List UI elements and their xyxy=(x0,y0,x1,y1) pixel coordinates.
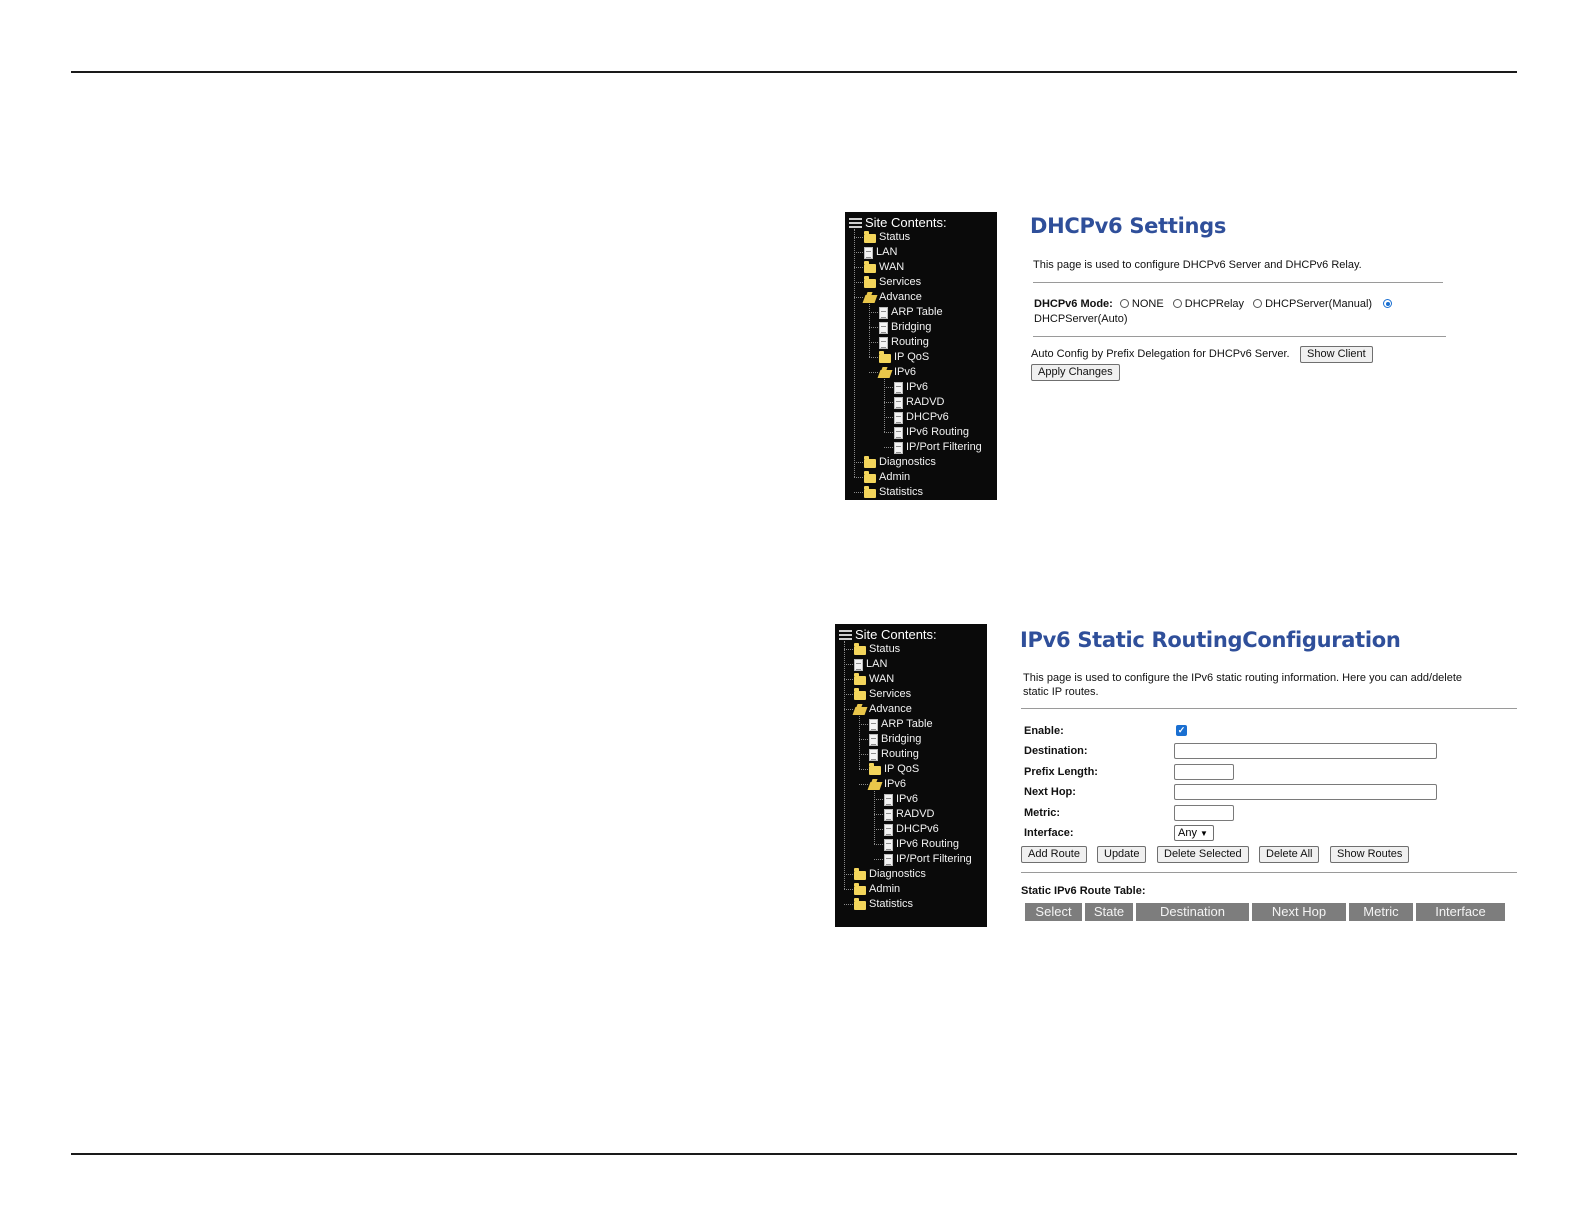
page-icon xyxy=(894,397,903,409)
prefix-length-input[interactable] xyxy=(1174,764,1234,780)
tree-branch-line xyxy=(884,447,893,448)
sidebar-item-label: Diagnostics xyxy=(879,456,936,468)
sidebar-item-routing[interactable] xyxy=(869,747,919,762)
folder-icon xyxy=(864,264,876,273)
tree-branch-line xyxy=(874,814,883,815)
sidebar-item-ipv6-routing[interactable] xyxy=(884,837,959,852)
sidebar-item-label: IP/Port Filtering xyxy=(896,853,972,865)
column-header-state: State xyxy=(1085,903,1133,921)
tree-branch-line xyxy=(854,237,863,238)
sidebar-item-dhcpv6[interactable] xyxy=(894,410,949,425)
delete-all-button[interactable]: Delete All xyxy=(1259,846,1319,863)
sidebar-root: Site Contents: xyxy=(849,215,947,230)
divider xyxy=(1033,336,1446,337)
sidebar-item-label: Advance xyxy=(879,291,922,303)
sidebar-item-lan[interactable] xyxy=(854,657,887,672)
sidebar-item-label: IPv6 Routing xyxy=(896,838,959,850)
sidebar-item-label: Services xyxy=(879,276,922,288)
auto-config-text: Auto Config by Prefix Delegation for DHCPv6 Server. xyxy=(1031,348,1290,360)
sidebar-item-radvd[interactable] xyxy=(894,395,945,410)
sidebar-item-label: Admin xyxy=(869,883,901,895)
sidebar-item-bridging[interactable] xyxy=(869,732,921,747)
folder-icon xyxy=(869,766,881,775)
folder-open-icon xyxy=(863,295,878,303)
sidebar-item-ip-port-filtering[interactable] xyxy=(884,852,972,867)
page-icon xyxy=(869,719,878,731)
sidebar-item-advance[interactable] xyxy=(854,702,912,717)
sidebar-item-ipv6[interactable] xyxy=(884,792,918,807)
tree-branch-line xyxy=(844,874,853,875)
radio-none[interactable] xyxy=(1120,299,1129,308)
enable-checkbox[interactable]: ✓ xyxy=(1177,725,1186,735)
tree-branch-line xyxy=(869,312,878,313)
column-header-next-hop: Next Hop xyxy=(1252,903,1346,921)
column-header-metric: Metric xyxy=(1349,903,1413,921)
sidebar-item-ip-qos[interactable] xyxy=(879,350,929,365)
folder-icon xyxy=(864,234,876,243)
sidebar-item-label: IPv6 xyxy=(906,381,929,393)
page-icon xyxy=(869,734,878,746)
page-icon xyxy=(884,824,893,836)
divider xyxy=(1021,872,1517,873)
sidebar-item-label: IP/Port Filtering xyxy=(906,441,982,453)
page-icon xyxy=(884,839,893,851)
tree-branch-line xyxy=(844,694,853,695)
sidebar-item-label: IPv6 xyxy=(894,366,917,378)
folder-icon xyxy=(864,279,876,288)
sidebar-item-admin[interactable] xyxy=(864,470,910,485)
tree-branch-line xyxy=(884,432,893,433)
tree-root-icon xyxy=(839,630,852,640)
tree-branch-line xyxy=(854,282,863,283)
folder-icon xyxy=(854,871,866,880)
enable-label: Enable: xyxy=(1024,725,1064,737)
sidebar-item-services[interactable] xyxy=(864,275,921,290)
divider xyxy=(1021,708,1517,709)
sidebar-item-label: DHCPv6 xyxy=(906,411,949,423)
folder-icon xyxy=(854,886,866,895)
sidebar-tree-1 xyxy=(845,212,997,500)
mode-option-none[interactable]: NONE xyxy=(1120,298,1164,310)
page-title: IPv6 Static RoutingConfiguration xyxy=(1020,628,1401,652)
sidebar-item-admin[interactable] xyxy=(854,882,900,897)
page-icon xyxy=(894,382,903,394)
sidebar-item-arp-table[interactable] xyxy=(869,717,933,732)
tree-branch-line xyxy=(844,709,853,710)
apply-changes-button[interactable]: Apply Changes xyxy=(1031,364,1120,381)
destination-input[interactable] xyxy=(1174,743,1437,759)
sidebar-item-services[interactable] xyxy=(854,687,911,702)
next-hop-label: Next Hop: xyxy=(1024,786,1076,798)
tree-root-icon xyxy=(849,218,862,228)
page-icon xyxy=(894,412,903,424)
sidebar-item-arp-table[interactable] xyxy=(879,305,943,320)
sidebar-item-radvd[interactable] xyxy=(884,807,935,822)
page-description-line1: This page is used to configure the IPv6 static routing information. Here you can add/delete xyxy=(1023,672,1463,684)
bottom-rule xyxy=(71,1153,1517,1155)
sidebar-item-wan[interactable] xyxy=(864,260,904,275)
update-button[interactable]: Update xyxy=(1097,846,1146,863)
folder-icon xyxy=(854,691,866,700)
tree-branch-line xyxy=(844,649,853,650)
tree-branch-line xyxy=(854,477,863,478)
sidebar-item-label: Services xyxy=(869,688,912,700)
metric-label: Metric: xyxy=(1024,807,1061,819)
show-routes-button[interactable]: Show Routes xyxy=(1330,846,1409,863)
top-rule xyxy=(71,71,1517,73)
sidebar-item-label: Bridging xyxy=(881,733,922,745)
tree-branch-line xyxy=(854,252,863,253)
dhcpv6-settings-panel xyxy=(1030,212,1450,392)
sidebar-item-status[interactable] xyxy=(864,230,910,245)
folder-icon xyxy=(854,676,866,685)
column-header-interface: Interface xyxy=(1416,903,1505,921)
tree-branch-line xyxy=(854,297,863,298)
sidebar-item-label: IPv6 Routing xyxy=(906,426,969,438)
sidebar-item-label: ARP Table xyxy=(881,718,933,730)
sidebar-item-ip-qos[interactable] xyxy=(869,762,919,777)
page-description-line2: static IP routes. xyxy=(1023,686,1099,698)
tree-branch-line xyxy=(859,754,868,755)
metric-input[interactable] xyxy=(1174,805,1234,821)
destination-label: Destination: xyxy=(1024,745,1088,757)
sidebar-item-diagnostics[interactable] xyxy=(864,455,936,470)
sidebar-item-dhcpv6[interactable] xyxy=(884,822,939,837)
page-icon xyxy=(854,659,863,671)
sidebar-item-label: Status xyxy=(869,643,901,655)
sidebar-item-label: Bridging xyxy=(891,321,932,333)
tree-branch-line xyxy=(844,679,853,680)
folder-open-icon xyxy=(878,370,893,378)
dhcpv6-mode-row xyxy=(1034,298,1395,310)
interface-label: Interface: xyxy=(1024,827,1074,839)
sidebar-item-label: Admin xyxy=(879,471,911,483)
page-description: This page is used to configure DHCPv6 Server and DHCPv6 Relay. xyxy=(1033,259,1362,271)
sidebar-item-label: DHCPv6 xyxy=(896,823,939,835)
tree-branch-line xyxy=(854,462,863,463)
folder-icon xyxy=(864,459,876,468)
route-table-header xyxy=(1025,903,1505,921)
tree-branch-line xyxy=(874,844,883,845)
radio-dhcprelay[interactable] xyxy=(1173,299,1182,308)
sidebar-item-label: LAN xyxy=(876,246,898,258)
sidebar-item-status[interactable] xyxy=(854,642,900,657)
page-icon xyxy=(894,442,903,454)
tree-branch-line xyxy=(859,784,868,785)
folder-icon xyxy=(879,354,891,363)
sidebar-item-label: IPv6 xyxy=(884,778,907,790)
tree-branch-line xyxy=(844,664,853,665)
sidebar-item-label: WAN xyxy=(879,261,905,273)
tree-branch-line xyxy=(874,829,883,830)
sidebar-item-statistics[interactable] xyxy=(854,897,913,912)
folder-icon xyxy=(854,901,866,910)
sidebar-item-advance[interactable] xyxy=(864,290,922,305)
page-icon xyxy=(894,427,903,439)
tree-branch-line xyxy=(874,799,883,800)
page-icon xyxy=(884,794,893,806)
tree-branch-line xyxy=(884,417,893,418)
page-icon xyxy=(879,337,888,349)
show-client-button[interactable]: Show Client xyxy=(1300,346,1373,363)
sidebar-item-ipv6[interactable] xyxy=(894,380,928,395)
sidebar-item-routing[interactable] xyxy=(879,335,929,350)
dhcpv6-mode-label: DHCPv6 Mode: xyxy=(1034,298,1113,310)
sidebar-item-label: LAN xyxy=(866,658,888,670)
delete-selected-button[interactable]: Delete Selected xyxy=(1157,846,1249,863)
sidebar-tree-2 xyxy=(835,624,987,927)
tree-branch-line xyxy=(844,889,853,890)
tree-branch-line xyxy=(869,357,878,358)
tree-branch-line xyxy=(854,267,863,268)
column-header-destination: Destination xyxy=(1136,903,1249,921)
sidebar-item-ipv6-routing[interactable] xyxy=(894,425,969,440)
radio-dhcpserver-auto[interactable] xyxy=(1383,299,1392,308)
tree-branch-line xyxy=(869,372,878,373)
folder-open-icon xyxy=(868,782,883,790)
sidebar-item-label: Diagnostics xyxy=(869,868,926,880)
sidebar-item-label: RADVD xyxy=(896,808,935,820)
route-table-title: Static IPv6 Route Table: xyxy=(1021,885,1146,897)
ipv6-static-routing-panel xyxy=(1020,624,1520,924)
tree-branch-line xyxy=(884,402,893,403)
sidebar-item-wan[interactable] xyxy=(854,672,894,687)
folder-icon xyxy=(864,489,876,498)
tree-branch-line xyxy=(844,904,853,905)
sidebar-item-label: Statistics xyxy=(879,486,924,498)
sidebar-item-bridging[interactable] xyxy=(879,320,931,335)
sidebar-item-ipv6[interactable] xyxy=(869,777,906,792)
sidebar-item-label: Advance xyxy=(869,703,912,715)
sidebar-item-label: Routing xyxy=(881,748,919,760)
page-icon xyxy=(884,809,893,821)
folder-icon xyxy=(864,474,876,483)
sidebar-item-label: IP QoS xyxy=(884,763,920,775)
tree-branch-line xyxy=(859,724,868,725)
sidebar-item-lan[interactable] xyxy=(864,245,897,260)
tree-branch-line xyxy=(884,387,893,388)
sidebar-root: Site Contents: xyxy=(839,627,937,642)
mode-option-relay[interactable]: DHCPRelay xyxy=(1173,298,1244,310)
page-icon xyxy=(864,247,873,259)
sidebar-item-ip-port-filtering[interactable] xyxy=(894,440,982,455)
interface-select[interactable]: Any ▼ xyxy=(1174,825,1214,841)
sidebar-item-label: IPv6 xyxy=(896,793,919,805)
sidebar-item-label: RADVD xyxy=(906,396,945,408)
sidebar-item-diagnostics[interactable] xyxy=(854,867,926,882)
tree-branch-line xyxy=(869,342,878,343)
sidebar-item-label: Routing xyxy=(891,336,929,348)
sidebar-item-ipv6[interactable] xyxy=(879,365,916,380)
folder-open-icon xyxy=(853,707,868,715)
radio-dhcpserver-manual[interactable] xyxy=(1253,299,1262,308)
page-icon xyxy=(869,749,878,761)
page-icon xyxy=(879,307,888,319)
add-route-button[interactable]: Add Route xyxy=(1021,846,1087,863)
folder-icon xyxy=(854,646,866,655)
sidebar-item-statistics[interactable] xyxy=(864,485,923,500)
prefix-length-label: Prefix Length: xyxy=(1024,766,1098,778)
tree-branch-line xyxy=(869,327,878,328)
sidebar-item-label: Statistics xyxy=(869,898,914,910)
tree-branch-line xyxy=(859,769,868,770)
mode-option-server-manual[interactable]: DHCPServer(Manual) xyxy=(1253,298,1372,310)
sidebar-item-label: IP QoS xyxy=(894,351,930,363)
column-header-select: Select xyxy=(1025,903,1082,921)
tree-branch-line xyxy=(859,739,868,740)
tree-branch-line xyxy=(854,492,863,493)
mode-option-server-auto-label: DHCPServer(Auto) xyxy=(1034,313,1128,325)
sidebar-item-label: WAN xyxy=(869,673,895,685)
page-icon xyxy=(884,854,893,866)
sidebar-item-label: ARP Table xyxy=(891,306,943,318)
next-hop-input[interactable] xyxy=(1174,784,1437,800)
page-icon xyxy=(879,322,888,334)
sidebar-item-label: Status xyxy=(879,231,911,243)
tree-branch-line xyxy=(874,859,883,860)
divider xyxy=(1033,282,1443,283)
page-title: DHCPv6 Settings xyxy=(1030,214,1227,238)
chevron-down-icon: ▼ xyxy=(1199,829,1208,838)
